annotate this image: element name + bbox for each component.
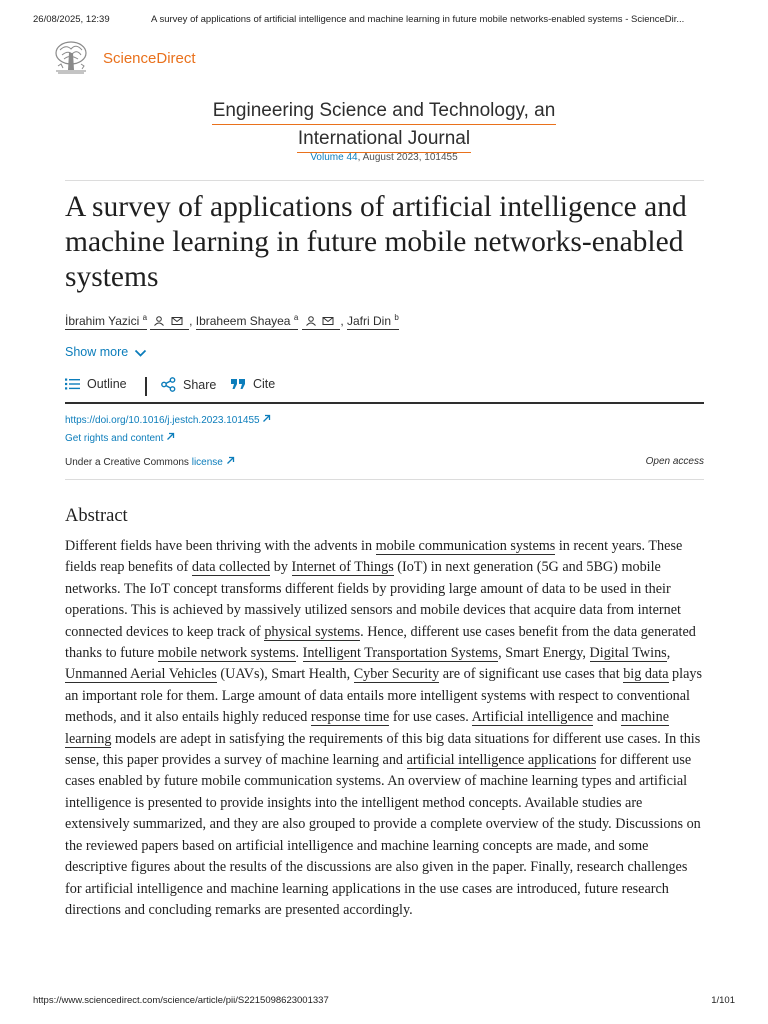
external-link-icon: [166, 432, 175, 441]
doi-link[interactable]: [65, 414, 271, 426]
abstract-term-link[interactable]: Intelligent Transportation Systems: [302, 645, 499, 662]
abstract-term-link[interactable]: data collected: [191, 559, 271, 576]
open-access-badge: Open access: [645, 456, 704, 467]
abstract-text-segment: and: [593, 709, 621, 726]
abstract-term-link[interactable]: mobile network systems: [157, 645, 296, 662]
cite-label: Cite: [253, 377, 276, 391]
abstract-term-link[interactable]: machine learning: [65, 709, 670, 747]
abstract-term-link[interactable]: Artificial intelligence: [471, 709, 594, 726]
article-title: A survey of applications of artificial intelligence and machine learning in future mobile networks-enabled systems: [65, 191, 687, 293]
author-link[interactable]: [65, 314, 147, 330]
rights-link[interactable]: [65, 432, 175, 444]
abstract-text-segment: for different use cases enabled by future mobile communication systems. An overview of machine learning types and artificial intelligence is presented to provide insights into the intelligent method concepts. Available studies are extensively summarized, and they are also grouped to provide a complete overview of the study. Discussions on the reviewed papers based on artificial intelligence and machine learning concepts are made, and some descriptive figures about the results of the discussions are also given in the paper. Finally, research challenges for artificial intelligence and machine learning applications in the use cases are introduced, future research directions and concluding remarks are presented accordingly.: [65, 752, 701, 918]
abstract-text-segment: for use cases.: [389, 709, 472, 726]
quote-icon: [231, 378, 246, 390]
show-more-button[interactable]: [65, 345, 147, 359]
elsevier-tree-icon[interactable]: [52, 40, 90, 76]
share-label: Share: [183, 377, 217, 392]
envelope-icon: [322, 316, 334, 326]
abstract-term-link[interactable]: response time: [310, 709, 390, 726]
print-url: https://www.sciencedirect.com/science/article/pii/S2215098623001337: [33, 995, 329, 1006]
journal-title[interactable]: [0, 97, 768, 153]
abstract-term-link[interactable]: Internet of Things: [291, 559, 394, 576]
author-name: İbrahim Yazici: [65, 314, 140, 328]
issue-info: , August 2023, 101455: [357, 152, 458, 163]
abstract-text-segment: , Smart Energy,: [498, 645, 590, 662]
journal-title-line-1[interactable]: Engineering Science and Technology, an: [212, 97, 557, 125]
abstract-heading: Abstract: [65, 506, 128, 526]
abstract-text-segment: Different fields have been thriving with the advents in: [65, 538, 376, 554]
abstract-term-link[interactable]: mobile communication systems: [375, 538, 556, 554]
affiliation-marker: a: [142, 313, 148, 322]
outline-label: Outline: [87, 377, 127, 391]
license-link[interactable]: [192, 457, 235, 468]
abstract-text-segment: in recent years. These fields reap benefits of: [65, 538, 683, 576]
abstract-term-link[interactable]: Unmanned Aerial Vehicles: [65, 666, 217, 683]
license-link-text: license: [191, 457, 223, 468]
abstract-text: [65, 536, 707, 921]
abstract-term-link[interactable]: Digital Twins: [589, 645, 667, 662]
divider: [65, 479, 704, 480]
abstract-text-segment: .: [295, 645, 303, 662]
print-datetime: 26/08/2025, 12:39: [33, 14, 110, 25]
author-link[interactable]: [347, 314, 399, 330]
journal-meta: [0, 152, 768, 163]
cite-button[interactable]: [231, 377, 275, 391]
abstract-term-link[interactable]: artificial intelligence applications: [406, 752, 597, 769]
abstract-text-segment: are of significant use cases that: [439, 666, 624, 683]
abstract-text-segment: models are adept in satisfying the requirements of this big data situations for different use cases. In this sense, this paper provides a survey of machine learning and: [65, 730, 701, 769]
person-icon: [153, 316, 165, 326]
toolbar-divider: [65, 402, 704, 404]
author-list: İbrahim Yazici $^a$ , Ibraheem Shayea $^a$ , Jafri Din $^b$: [65, 313, 399, 328]
abstract-term-link[interactable]: physical systems: [264, 623, 361, 640]
author-contact-icons[interactable]: [302, 314, 341, 330]
toolbar-separator: [145, 377, 147, 396]
external-link-icon: [226, 456, 235, 465]
license-row: [65, 456, 704, 468]
print-page-title: A survey of applications of artificial intelligence and machine learning in future mobile networks-enabled systems - ScienceDir...: [151, 14, 685, 25]
affiliation-marker: b: [394, 313, 399, 322]
journal-title-line-2[interactable]: International Journal: [297, 125, 471, 153]
share-icon: [161, 377, 176, 392]
abstract-term-link[interactable]: Cyber Security: [353, 666, 440, 683]
chevron-down-icon: [134, 349, 147, 358]
abstract-term-link[interactable]: big data: [623, 666, 669, 683]
divider: [65, 180, 704, 181]
doi-text: https://doi.org/10.1016/j.jestch.2023.101455: [65, 415, 260, 426]
abstract-text-segment: (UAVs), Smart Health,: [216, 666, 354, 683]
outline-button[interactable]: [65, 377, 127, 391]
show-more-label: Show more: [65, 345, 129, 359]
affiliation-marker: a: [293, 313, 299, 322]
external-link-icon: [262, 414, 271, 423]
author-name: Ibraheem Shayea: [195, 314, 291, 328]
print-page-number: 1/101: [711, 995, 735, 1006]
license-prefix: Under a Creative Commons: [65, 457, 192, 468]
share-button[interactable]: [161, 377, 216, 392]
abstract-text-segment: plays an important role for them. Large amount of data entails more intelligent systems with respect to conventional methods, and it also entails highly reduced: [65, 666, 702, 726]
sciencedirect-logo[interactable]: ScienceDirect: [103, 50, 196, 67]
author-link[interactable]: [196, 314, 299, 330]
abstract-text-segment: by: [270, 559, 292, 576]
volume-link[interactable]: Volume 44: [310, 152, 358, 163]
abstract-text-segment: (IoT) in next generation (5G and 5BG) mobile networks. The IoT concept transforms different fields by providing large amount of data to be used in their operations. This is achieved by massively utilized sensors and mobile devices that acquire data from internet connected devices to keep track of: [65, 559, 681, 640]
abstract-text-segment: . Hence, different use cases benefit from the data generated thanks to future: [65, 623, 696, 662]
author-name: Jafri Din: [346, 314, 391, 328]
person-icon: [305, 316, 317, 326]
author-contact-icons[interactable]: [150, 314, 189, 330]
list-icon: [65, 378, 80, 390]
envelope-icon: [171, 316, 183, 326]
rights-text: Get rights and content: [65, 433, 164, 444]
abstract-text-segment: ,: [666, 645, 671, 662]
